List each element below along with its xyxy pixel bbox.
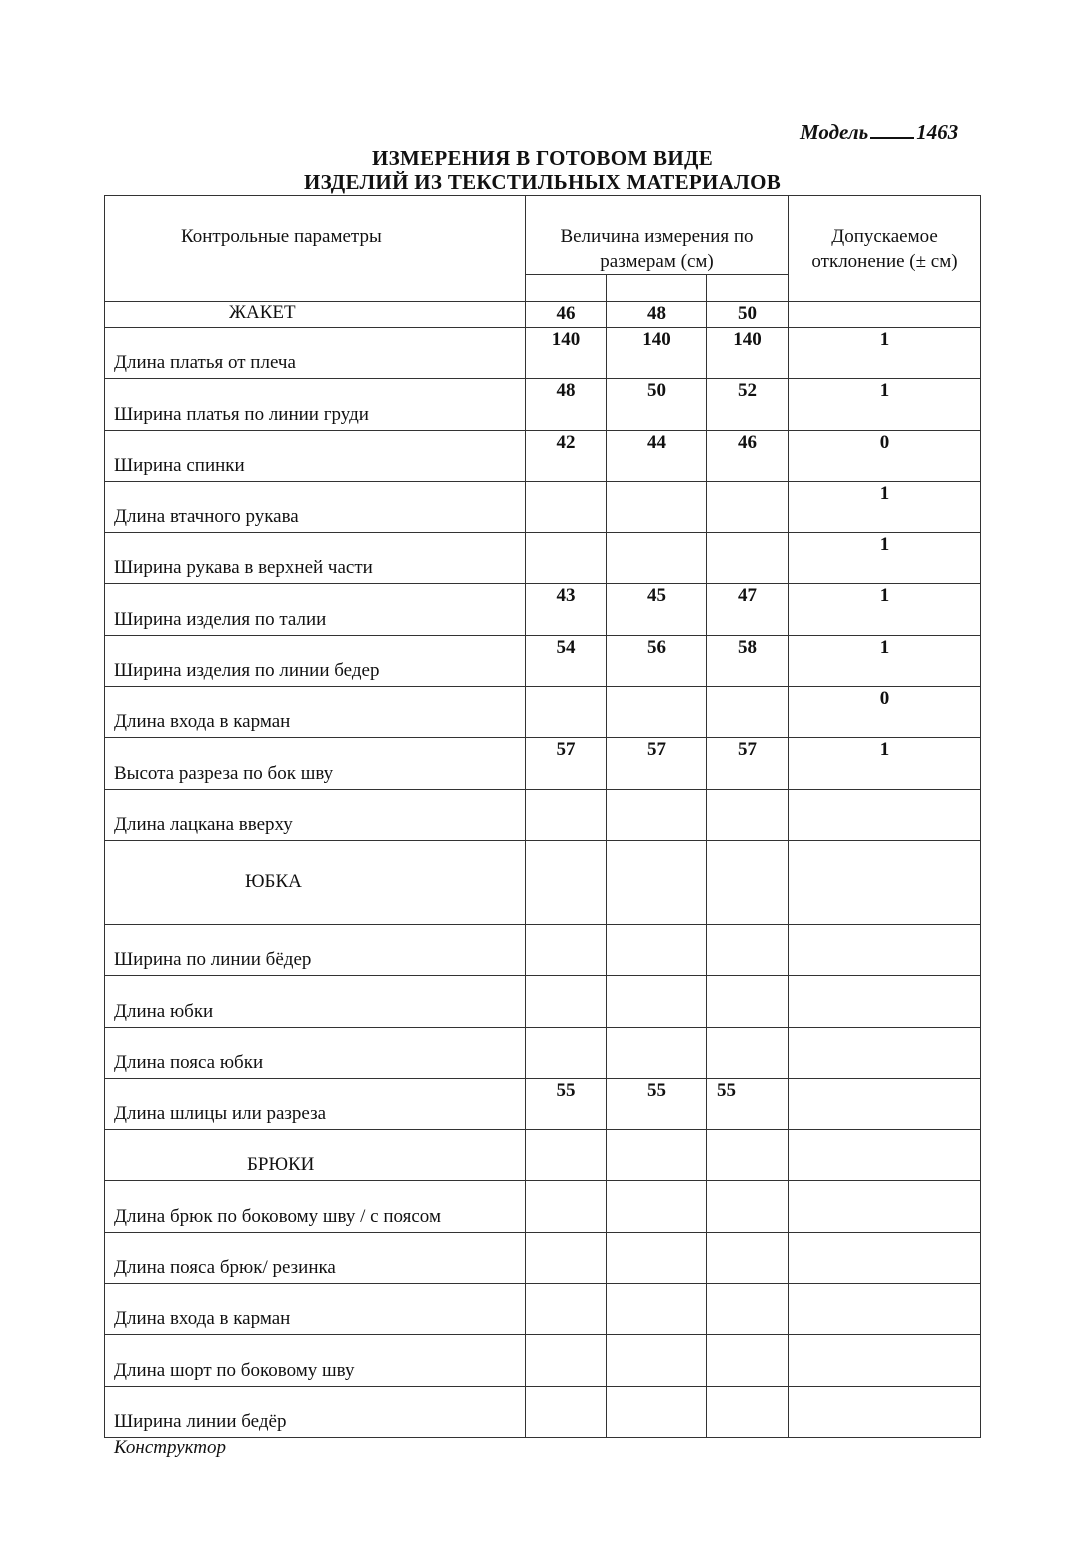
table-row	[105, 1284, 981, 1335]
size-value-2	[707, 976, 789, 1027]
size-value-2	[707, 924, 789, 975]
table-row	[105, 328, 981, 379]
parameter-label: Ширина изделия по линии бедер	[105, 635, 526, 686]
tolerance-value	[789, 302, 981, 328]
size-value-0: 46	[526, 302, 607, 328]
tolerance-value: 0	[789, 430, 981, 481]
section-label: БРЮКИ	[105, 1130, 526, 1181]
parameter-label: Длина брюк по боковому шву / с поясом	[105, 1181, 526, 1232]
tolerance-value	[789, 1181, 981, 1232]
size-value-0	[526, 1130, 607, 1181]
empty-cell	[707, 275, 789, 302]
size-value-1: 45	[607, 584, 707, 635]
size-value-0	[526, 976, 607, 1027]
size-value-2: 57	[707, 738, 789, 789]
model-label: Модель	[800, 120, 869, 144]
header-sizes	[526, 196, 789, 275]
tolerance-value	[789, 924, 981, 975]
footer-designer: Конструктор	[114, 1437, 227, 1458]
parameter-label: Ширина линии бедёр	[105, 1386, 526, 1437]
size-value-1: 57	[607, 738, 707, 789]
parameter-label: Длина юбки	[105, 976, 526, 1027]
tolerance-value	[789, 789, 981, 840]
table-row	[105, 430, 981, 481]
size-value-1: 140	[607, 328, 707, 379]
size-value-2	[707, 481, 789, 532]
size-value-2: 52	[707, 379, 789, 430]
section-row	[105, 1130, 981, 1181]
table-row	[105, 1027, 981, 1078]
model-value: 1463	[916, 120, 959, 144]
size-value-2: 47	[707, 584, 789, 635]
document-title-line1: ИЗМЕРЕНИЯ В ГОТОВОМ ВИДЕ	[371, 146, 714, 170]
parameter-label: Длина пояса юбки	[105, 1027, 526, 1078]
parameter-label: Длина лацкана вверху	[105, 789, 526, 840]
size-value-2: 55	[707, 1078, 789, 1129]
size-value-0	[526, 1386, 607, 1437]
size-value-1	[607, 687, 707, 738]
size-value-2	[707, 533, 789, 584]
tolerance-value	[789, 840, 981, 924]
header-row	[105, 196, 981, 275]
size-value-2	[707, 1386, 789, 1437]
table-row	[105, 1232, 981, 1283]
table-row	[105, 1181, 981, 1232]
size-value-0	[526, 481, 607, 532]
header-param-text: Контрольные параметры	[181, 226, 382, 247]
size-value-0	[526, 1027, 607, 1078]
section-label: ЮБКА	[105, 840, 526, 924]
tolerance-value	[789, 1386, 981, 1437]
table-row	[105, 924, 981, 975]
table-row	[105, 789, 981, 840]
tolerance-value	[789, 1335, 981, 1386]
parameter-label: Ширина изделия по талии	[105, 584, 526, 635]
size-value-0	[526, 1335, 607, 1386]
size-value-0: 55	[526, 1078, 607, 1129]
size-value-2	[707, 1232, 789, 1283]
size-value-1	[607, 533, 707, 584]
size-value-2	[707, 687, 789, 738]
size-value-2: 50	[707, 302, 789, 328]
tolerance-value: 1	[789, 738, 981, 789]
size-value-0	[526, 789, 607, 840]
header-sizes-line1: Величина измерения по	[560, 226, 754, 247]
size-value-1	[607, 789, 707, 840]
tolerance-value: 1	[789, 584, 981, 635]
table-row	[105, 687, 981, 738]
parameter-label: Длина втачного рукава	[105, 481, 526, 532]
header-tol-line1: Допускаемое	[831, 226, 938, 247]
size-value-1: 56	[607, 635, 707, 686]
table-row	[105, 1078, 981, 1129]
size-value-0: 140	[526, 328, 607, 379]
section-row	[105, 840, 981, 924]
size-value-2	[707, 1181, 789, 1232]
header-tolerance	[789, 196, 981, 302]
parameter-label: Длина входа в карман	[105, 1284, 526, 1335]
parameter-label: Длина пояса брюк/ резинка	[105, 1232, 526, 1283]
size-value-0	[526, 1284, 607, 1335]
section-row	[105, 302, 981, 328]
size-value-2	[707, 840, 789, 924]
document-title-line2: ИЗДЕЛИЙ ИЗ ТЕКСТИЛЬНЫХ МАТЕРИАЛОВ	[303, 170, 782, 194]
table-row	[105, 481, 981, 532]
size-value-2	[707, 1130, 789, 1181]
size-value-1: 55	[607, 1078, 707, 1129]
table-row	[105, 1386, 981, 1437]
tolerance-value	[789, 1130, 981, 1181]
underline	[870, 121, 914, 139]
header-tol-line2: отклонение (± см)	[811, 251, 958, 272]
measurements-table	[104, 195, 981, 1438]
size-value-1	[607, 1027, 707, 1078]
size-value-0	[526, 533, 607, 584]
header-param	[105, 196, 526, 302]
size-value-1	[607, 1335, 707, 1386]
table-row	[105, 379, 981, 430]
table-row	[105, 584, 981, 635]
size-value-1	[607, 1130, 707, 1181]
size-value-2: 58	[707, 635, 789, 686]
size-value-0: 43	[526, 584, 607, 635]
size-value-1: 44	[607, 430, 707, 481]
parameter-label: Ширина платья по линии груди	[105, 379, 526, 430]
size-value-2	[707, 1335, 789, 1386]
tolerance-value: 1	[789, 379, 981, 430]
size-value-0	[526, 1232, 607, 1283]
size-value-0	[526, 687, 607, 738]
size-value-1	[607, 1232, 707, 1283]
size-value-1	[607, 1386, 707, 1437]
table-row	[105, 976, 981, 1027]
tolerance-value: 1	[789, 328, 981, 379]
tolerance-value: 1	[789, 635, 981, 686]
size-value-1	[607, 924, 707, 975]
section-label: ЖАКЕТ	[105, 302, 526, 328]
tolerance-value: 0	[789, 687, 981, 738]
tolerance-value	[789, 976, 981, 1027]
size-value-0	[526, 1181, 607, 1232]
model-number	[800, 120, 958, 145]
size-value-1	[607, 976, 707, 1027]
table-row	[105, 738, 981, 789]
size-value-1	[607, 481, 707, 532]
parameter-label: Ширина спинки	[105, 430, 526, 481]
size-value-1	[607, 840, 707, 924]
parameter-label: Ширина по линии бёдер	[105, 924, 526, 975]
tolerance-value	[789, 1284, 981, 1335]
parameter-label: Длина шлицы или разреза	[105, 1078, 526, 1129]
size-value-0: 54	[526, 635, 607, 686]
size-value-1: 48	[607, 302, 707, 328]
table-row	[105, 1335, 981, 1386]
table-row	[105, 533, 981, 584]
size-value-2	[707, 1284, 789, 1335]
size-value-0: 57	[526, 738, 607, 789]
size-value-1	[607, 1181, 707, 1232]
parameter-label: Длина шорт по боковому шву	[105, 1335, 526, 1386]
size-value-2: 46	[707, 430, 789, 481]
tolerance-value	[789, 1078, 981, 1129]
empty-cell	[526, 275, 607, 302]
parameter-label: Длина платья от плеча	[105, 328, 526, 379]
parameter-label: Длина входа в карман	[105, 687, 526, 738]
empty-cell	[607, 275, 707, 302]
size-value-2	[707, 1027, 789, 1078]
parameter-label: Высота разреза по бок шву	[105, 738, 526, 789]
size-value-1: 50	[607, 379, 707, 430]
size-value-0: 48	[526, 379, 607, 430]
size-value-2	[707, 789, 789, 840]
size-value-0	[526, 924, 607, 975]
tolerance-value: 1	[789, 481, 981, 532]
size-value-0	[526, 840, 607, 924]
tolerance-value	[789, 1027, 981, 1078]
size-value-2: 140	[707, 328, 789, 379]
tolerance-value: 1	[789, 533, 981, 584]
tolerance-value	[789, 1232, 981, 1283]
table-row	[105, 635, 981, 686]
header-sizes-line2: размерам (см)	[600, 251, 714, 272]
size-value-0: 42	[526, 430, 607, 481]
parameter-label: Ширина рукава в верхней части	[105, 533, 526, 584]
size-value-1	[607, 1284, 707, 1335]
